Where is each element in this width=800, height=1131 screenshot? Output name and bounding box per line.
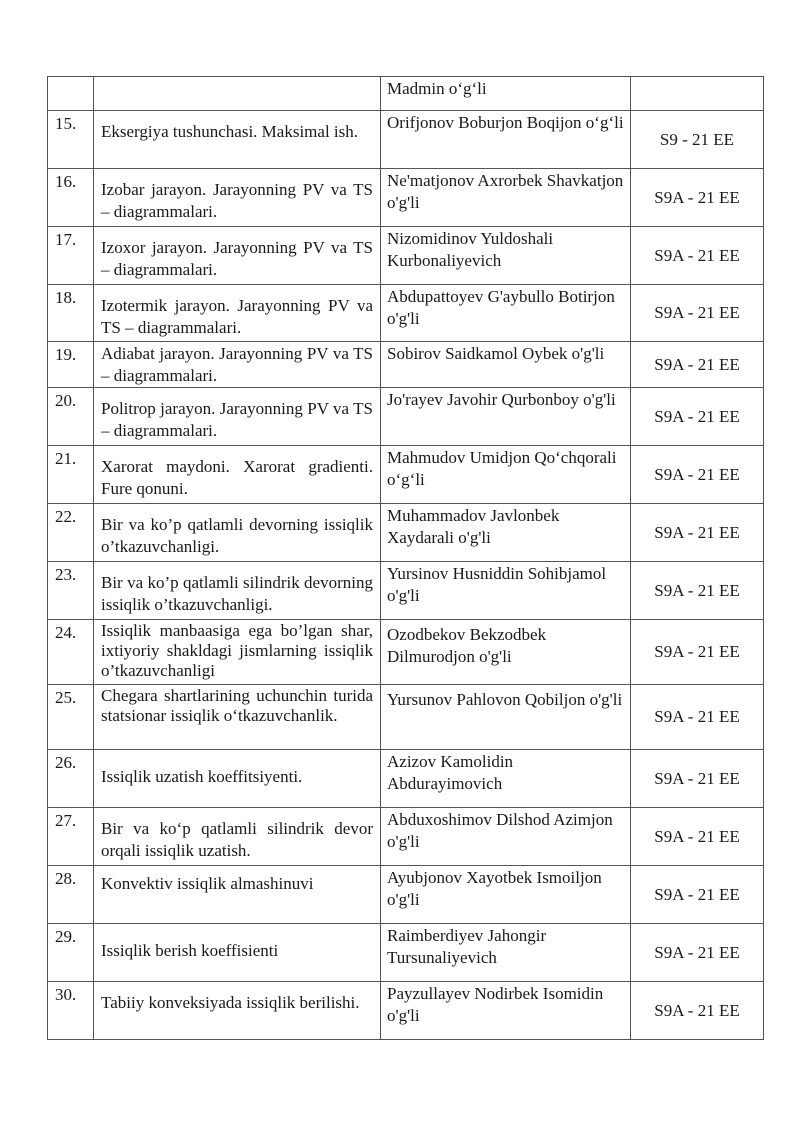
student-name-cell: Ayubjonov Xayotbek Ismoiljon o'g'li — [381, 866, 631, 924]
student-name-cell: Jo'rayev Javohir Qurbonboy o'g'li — [381, 388, 631, 446]
table-row — [48, 562, 764, 620]
student-name-cell: Sobirov Saidkamol Oybek o'g'li — [381, 342, 631, 388]
topic-cell: Issiqlik manbaasiga ega bo’lgan shar, ixtiyoriy shakldagi jismlarning issiqlik o’tkazuvchanligi — [94, 620, 381, 685]
student-name-cell: Yursunov Pahlovon Qobiljon o'g'li — [381, 685, 631, 750]
table-row — [48, 808, 764, 866]
table-row — [48, 685, 764, 750]
topic-cell: Eksergiya tushunchasi. Maksimal ish. — [94, 111, 381, 169]
student-name-cell: Payzullayev Nodirbek Isomidin o'g'li — [381, 982, 631, 1040]
group-cell: S9A - 21 EE — [631, 685, 764, 750]
student-name-cell: Raimberdiyev Jahongir Tursunaliyevich — [381, 924, 631, 982]
row-number-cell: 26. — [48, 750, 94, 808]
row-number-cell: 17. — [48, 227, 94, 285]
group-cell: S9A - 21 EE — [631, 808, 764, 866]
table-row — [48, 285, 764, 342]
table-body — [48, 77, 764, 1040]
student-name-cell: Orifjonov Boburjon Boqijon o‘g‘li — [381, 111, 631, 169]
student-name-cell: Abdupattoyev G'aybullo Botirjon o'g'li — [381, 285, 631, 342]
student-name-cell: Madmin o‘g‘li — [381, 77, 631, 111]
group-cell: S9A - 21 EE — [631, 285, 764, 342]
table-row — [48, 169, 764, 227]
row-number-cell — [48, 77, 94, 111]
topic-cell: Bir va ko’p qatlamli devorning issiqlik o’tkazuvchanligi. — [94, 504, 381, 562]
group-cell — [631, 77, 764, 111]
row-number-cell: 19. — [48, 342, 94, 388]
topic-cell: Adiabat jarayon. Jarayonning PV va TS – diagrammalari. — [94, 342, 381, 388]
table-row — [48, 342, 764, 388]
table-row — [48, 77, 764, 111]
table-row — [48, 111, 764, 169]
student-name-cell: Nizomidinov Yuldoshali Kurbonaliyevich — [381, 227, 631, 285]
topic-cell: Issiqlik uzatish koeffitsiyenti. — [94, 750, 381, 808]
group-cell: S9A - 21 EE — [631, 620, 764, 685]
row-number-cell: 22. — [48, 504, 94, 562]
assignments-table — [47, 76, 764, 1040]
row-number-cell: 16. — [48, 169, 94, 227]
student-name-cell: Ozodbekov Bekzodbek Dilmurodjon o'g'li — [381, 620, 631, 685]
table-row — [48, 982, 764, 1040]
topic-cell: Xarorat maydoni. Xarorat gradienti. Fure qonuni. — [94, 446, 381, 504]
student-name-cell: Ne'matjonov Axrorbek Shavkatjon o'g'li — [381, 169, 631, 227]
group-cell: S9A - 21 EE — [631, 866, 764, 924]
row-number-cell: 15. — [48, 111, 94, 169]
topic-cell: Politrop jarayon. Jarayonning PV va TS – diagrammalari. — [94, 388, 381, 446]
topic-cell: Chegara shartlarining uchunchin turida statsionar issiqlik o‘tkazuvchanlik. — [94, 685, 381, 750]
row-number-cell: 24. — [48, 620, 94, 685]
student-name-cell: Abduxoshimov Dilshod Azimjon o'g'li — [381, 808, 631, 866]
row-number-cell: 29. — [48, 924, 94, 982]
table-row — [48, 388, 764, 446]
row-number-cell: 30. — [48, 982, 94, 1040]
group-cell: S9A - 21 EE — [631, 342, 764, 388]
topic-cell: Bir va ko‘p qatlamli silindrik devor orqali issiqlik uzatish. — [94, 808, 381, 866]
row-number-cell: 23. — [48, 562, 94, 620]
row-number-cell: 25. — [48, 685, 94, 750]
group-cell: S9A - 21 EE — [631, 924, 764, 982]
group-cell: S9A - 21 EE — [631, 750, 764, 808]
table-row — [48, 504, 764, 562]
student-name-cell: Muhammadov Javlonbek Xaydarali o'g'li — [381, 504, 631, 562]
row-number-cell: 21. — [48, 446, 94, 504]
student-name-cell: Mahmudov Umidjon Qo‘chqorali o‘g‘li — [381, 446, 631, 504]
group-cell: S9A - 21 EE — [631, 169, 764, 227]
topic-cell: Izotermik jarayon. Jarayonning PV va TS – diagrammalari. — [94, 285, 381, 342]
topic-cell: Tabiiy konveksiyada issiqlik berilishi. — [94, 982, 381, 1040]
topic-cell: Issiqlik berish koeffisienti — [94, 924, 381, 982]
student-name-cell: Yursinov Husniddin Sohibjamol o'g'li — [381, 562, 631, 620]
group-cell: S9A - 21 EE — [631, 504, 764, 562]
table-row — [48, 446, 764, 504]
row-number-cell: 18. — [48, 285, 94, 342]
group-cell: S9A - 21 EE — [631, 982, 764, 1040]
student-name-cell: Azizov Kamolidin Abdurayimovich — [381, 750, 631, 808]
row-number-cell: 28. — [48, 866, 94, 924]
row-number-cell: 27. — [48, 808, 94, 866]
table-row — [48, 866, 764, 924]
table-row — [48, 227, 764, 285]
row-number-cell: 20. — [48, 388, 94, 446]
table-row — [48, 924, 764, 982]
table-row — [48, 750, 764, 808]
topic-cell: Izobar jarayon. Jarayonning PV va TS – diagrammalari. — [94, 169, 381, 227]
table-row — [48, 620, 764, 685]
group-cell: S9A - 21 EE — [631, 388, 764, 446]
topic-cell — [94, 77, 381, 111]
group-cell: S9A - 21 EE — [631, 446, 764, 504]
group-cell: S9A - 21 EE — [631, 562, 764, 620]
topic-cell: Konvektiv issiqlik almashinuvi — [94, 866, 381, 924]
group-cell: S9A - 21 EE — [631, 227, 764, 285]
topic-cell: Izoxor jarayon. Jarayonning PV va TS – diagrammalari. — [94, 227, 381, 285]
group-cell: S9 - 21 EE — [631, 111, 764, 169]
topic-cell: Bir va ko’p qatlamli silindrik devorning issiqlik o’tkazuvchanligi. — [94, 562, 381, 620]
